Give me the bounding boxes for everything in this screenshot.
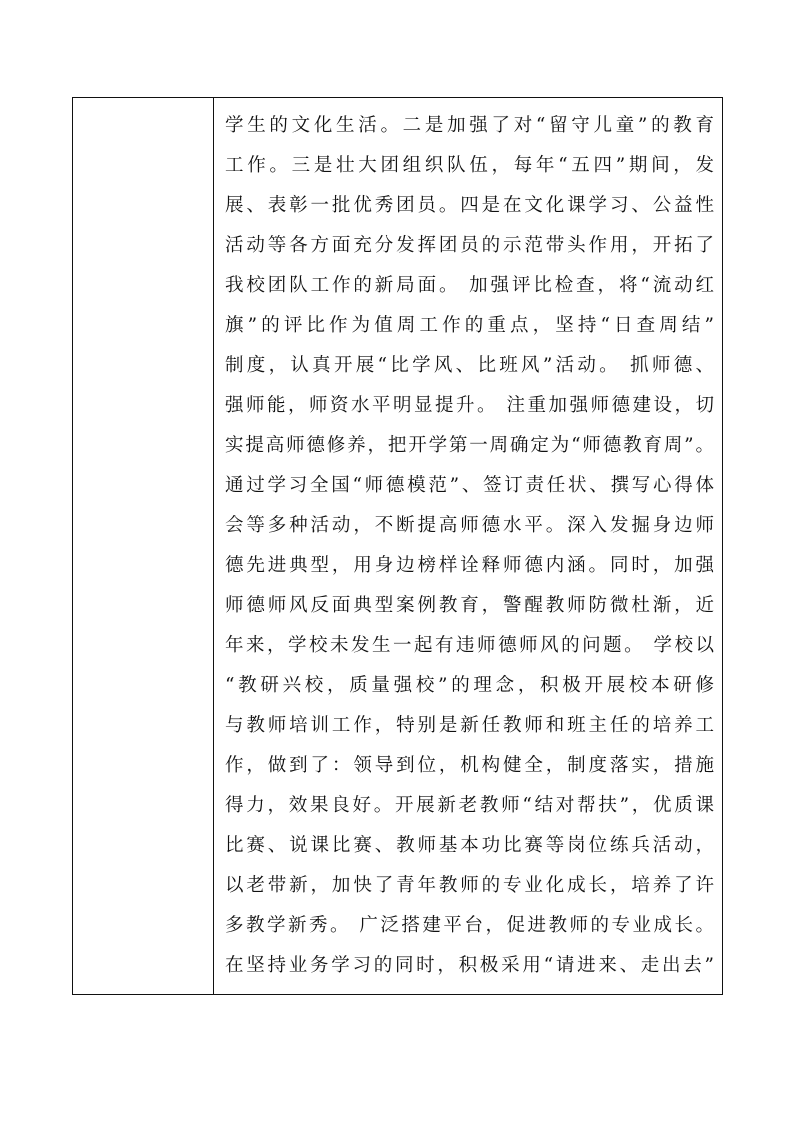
body-text-line: 在坚持业务学习的同时，积极采用“请进来、走出去” [225,955,714,976]
table-content-cell [214,98,722,994]
body-text-line: 多教学新秀。 广泛搭建平台，促进教师的专业成长。 [225,915,714,936]
body-text-line: 会等多种活动，不断提高师德水平。深入发掘身边师 [225,515,714,536]
body-text-line: 实提高师德修养，把开学第一周确定为“师德教育周”。 [225,435,714,456]
body-text-line: 活动等各方面充分发挥团员的示范带头作用，开拓了 [225,235,714,256]
body-text-line: 我校团队工作的新局面。 加强评比检查，将“流动红 [225,275,714,296]
body-text-line: 展、表彰一批优秀团员。四是在文化课学习、公益性 [225,195,714,216]
body-text-line: 工作。三是壮大团组织队伍，每年“五四”期间，发 [225,155,714,176]
document-table [72,97,723,995]
body-text-line: 制度，认真开展“比学风、比班风”活动。 抓师德、 [225,355,714,376]
body-text-line: “教研兴校，质量强校”的理念，积极开展校本研修 [225,675,714,696]
table-left-cell [73,98,214,994]
body-text-line: 作，做到了：领导到位，机构健全，制度落实，措施 [225,755,714,776]
body-text-line: 学生的文化生活。二是加强了对“留守儿童”的教育 [225,115,714,136]
body-text-line: 得力，效果良好。开展新老教师“结对帮扶”，优质课 [225,795,714,816]
body-text-line: 比赛、说课比赛、教师基本功比赛等岗位练兵活动， [225,835,714,856]
body-text-line: 与教师培训工作，特别是新任教师和班主任的培养工 [225,715,714,736]
body-text-line: 年来，学校未发生一起有违师德师风的问题。 学校以 [225,635,714,656]
body-text-line: 旗”的评比作为值周工作的重点，坚持“日查周结” [225,315,714,336]
body-text-line: 强师能，师资水平明显提升。 注重加强师德建设，切 [225,395,714,416]
body-text-line: 德先进典型，用身边榜样诠释师德内涵。同时，加强 [225,555,714,576]
body-text-line: 师德师风反面典型案例教育，警醒教师防微杜渐，近 [225,595,714,616]
body-text-line: 以老带新，加快了青年教师的专业化成长，培养了许 [225,875,714,896]
body-text-line: 通过学习全国“师德模范”、签订责任状、撰写心得体 [225,475,714,496]
